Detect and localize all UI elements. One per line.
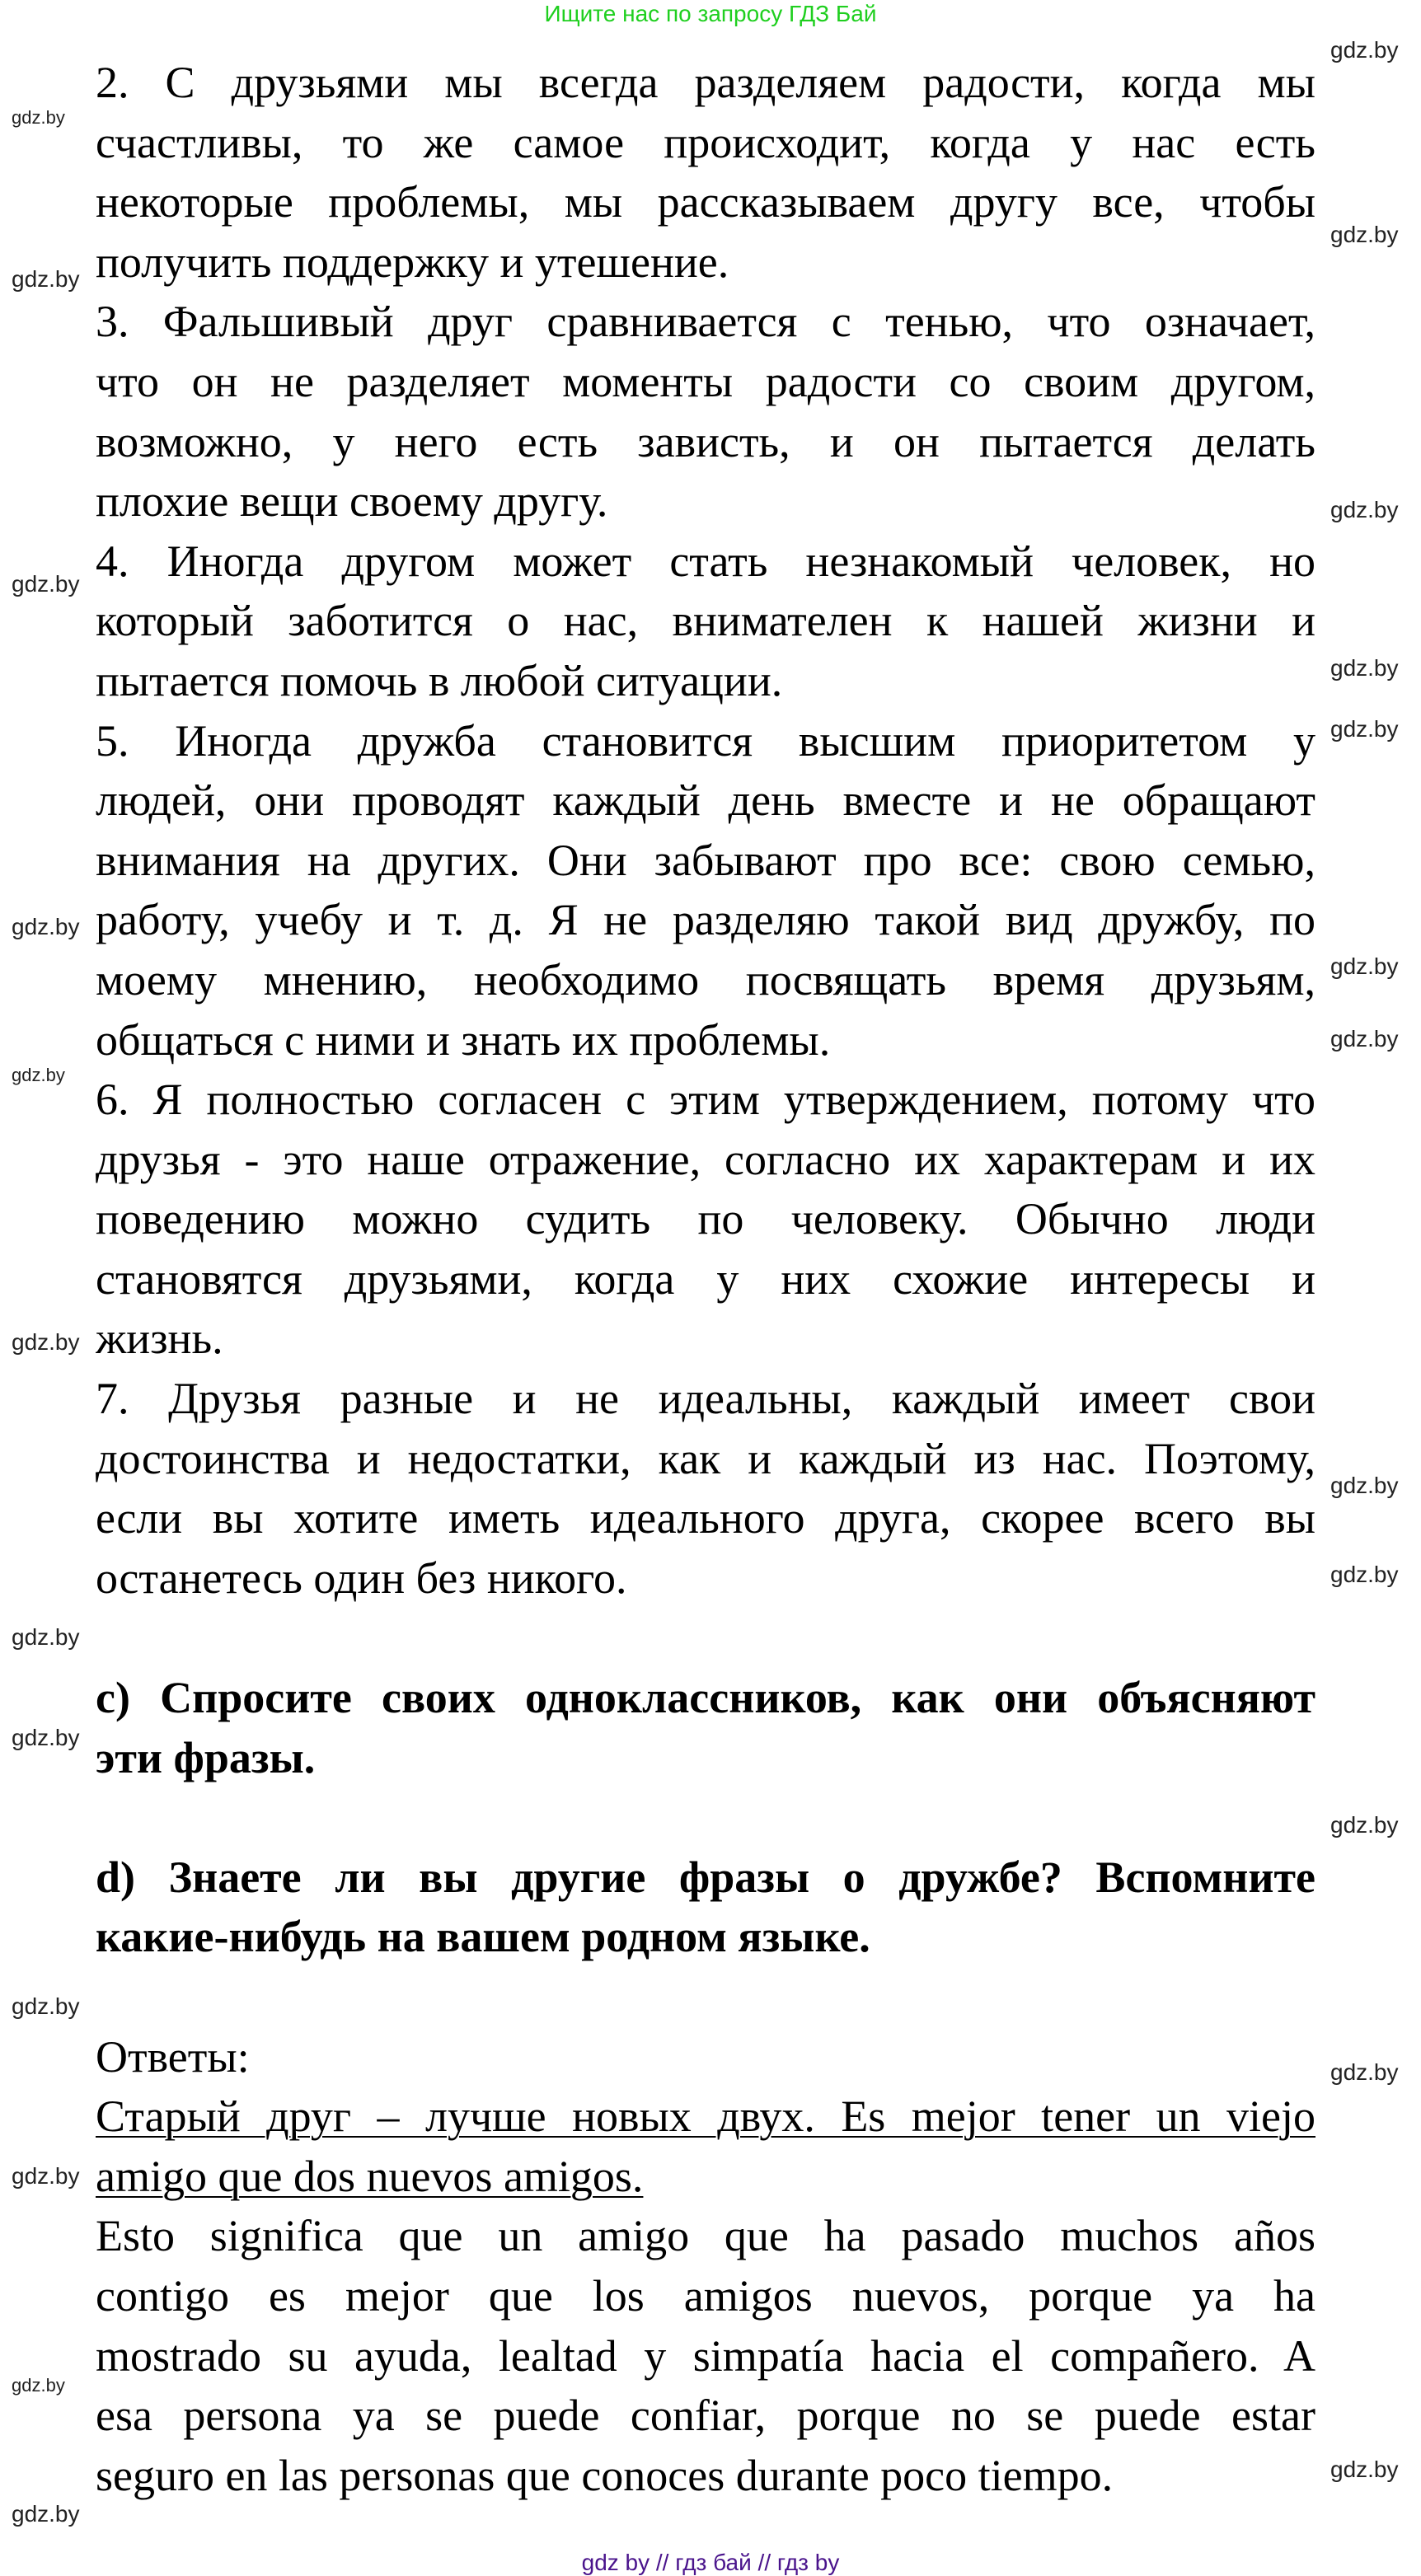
footer-links: gdz by // гдз бай // гдз by — [581, 2550, 840, 2575]
text-line: пытается помочь в любой ситуации. — [96, 655, 783, 705]
watermark: gdz.by — [12, 914, 80, 939]
watermark: gdz.by — [1330, 497, 1399, 522]
text-line: общаться с ними и знать их проблемы. — [96, 1014, 831, 1065]
task-heading-line: c) Спросите своих одноклассников, как они объясняют — [96, 1673, 1315, 1723]
watermark: gdz.by — [1330, 222, 1399, 247]
search-hint-banner: Ищите нас по запросу ГДЗ Бай — [544, 1, 877, 26]
text-line: seguro en las personas que conoces durante poco tiempo. — [96, 2450, 1114, 2500]
text-line: счастливы, то же самое происходит, когда у нас есть — [96, 117, 1315, 167]
watermark: gdz.by — [12, 1993, 80, 2019]
text-line: 2. С друзьями мы всегда разделяем радости, когда мы — [96, 58, 1315, 107]
blank-line — [96, 1787, 1315, 1848]
text-line: работу, учебу и т. д. Я не разделяю такой вид дружбу, по — [96, 895, 1315, 945]
watermark: gdz.by — [1330, 1026, 1399, 1051]
answer-text — [96, 53, 1315, 2505]
text-line: достоинства и недостатки, как и каждый из нас. Поэтому, — [96, 1433, 1315, 1483]
watermark: gdz.by — [1330, 655, 1399, 681]
text-line: людей, они проводят каждый день вместе и не обращают — [96, 775, 1315, 826]
text-line: contigo es mejor que los amigos nuevos, porque ya ha — [96, 2270, 1315, 2321]
text-line: получить поддержку и утешение. — [96, 237, 729, 287]
text-line: 5. Иногда дружба становится высшим приоритетом у — [96, 715, 1315, 766]
watermark: gdz.by — [12, 571, 80, 597]
watermark: gdz.by — [12, 107, 65, 128]
watermark: gdz.by — [12, 2375, 65, 2396]
underlined-proverb: amigo que dos nuevos amigos. — [96, 2151, 644, 2201]
watermark: gdz.by — [1330, 37, 1399, 63]
text-line: 7. Друзья разные и не идеальны, каждый имеет свои — [96, 1374, 1315, 1424]
task-heading-line: какие-нибудь на вашем родном языке. — [96, 1912, 870, 1962]
watermark: gdz.by — [12, 1329, 80, 1355]
text-line — [96, 2147, 1315, 2207]
text-line: поведению можно судить по человеку. Обычно люди — [96, 1194, 1315, 1244]
text-line: жизнь. — [96, 1314, 223, 1364]
watermark: gdz.by — [12, 1725, 80, 1750]
watermark: gdz.by — [12, 266, 80, 292]
underlined-proverb: Старый друг – лучше новых двух. Es mejor tener un viejo — [96, 2091, 1315, 2142]
task-heading-line: эти фразы. — [96, 1732, 316, 1782]
text-line: который заботится о нас, внимателен к нашей жизни и — [96, 596, 1315, 646]
watermark: gdz.by — [1330, 953, 1399, 979]
watermark: gdz.by — [1330, 2059, 1399, 2085]
watermark: gdz.by — [12, 1624, 80, 1650]
blank-line — [96, 1967, 1315, 2027]
watermark: gdz.by — [12, 2163, 80, 2189]
text-line: esa persona ya se puede confiar, porque no se puede estar — [96, 2391, 1315, 2441]
text-line: внимания на других. Они забывают про все: свою семью, — [96, 835, 1315, 885]
text-line: плохие вещи своему другу. — [96, 476, 608, 527]
watermark: gdz.by — [12, 1065, 65, 1085]
text-line: друзья - это наше отражение, согласно их характерам и их — [96, 1134, 1315, 1184]
text-line: некоторые проблемы, мы рассказываем другу все, чтобы — [96, 177, 1315, 227]
watermark: gdz.by — [1330, 716, 1399, 742]
watermark: gdz.by — [1330, 1812, 1399, 1838]
text-line: моему мнению, необходимо посвящать время друзьям, — [96, 954, 1315, 1005]
watermark: gdz.by — [12, 2501, 80, 2527]
watermark: gdz.by — [1330, 1562, 1399, 1587]
text-line: 4. Иногда другом может стать незнакомый человек, но — [96, 536, 1315, 586]
task-heading-line: d) Знаете ли вы другие фразы о дружбе? Вспомните — [96, 1852, 1315, 1902]
text-line: возможно, у него есть зависть, и он пытается делать — [96, 416, 1315, 466]
watermark: gdz.by — [1330, 2457, 1399, 2482]
text-line: становятся друзьями, когда у них схожие интересы и — [96, 1253, 1315, 1304]
text-line: 6. Я полностью согласен с этим утверждением, потому что — [96, 1075, 1315, 1125]
text-line: что он не разделяет моменты радости со своим другом, — [96, 356, 1315, 406]
text-line — [96, 2087, 1315, 2147]
text-line: 3. Фальшивый друг сравнивается с тенью, что означает, — [96, 297, 1315, 347]
text-line: останетесь один без никого. — [96, 1553, 627, 1603]
watermark: gdz.by — [1330, 1473, 1399, 1498]
text-line: mostrado su ayuda, lealtad y simpatía hacia el compañero. A — [96, 2330, 1315, 2381]
blank-line — [96, 1608, 1315, 1668]
text-line: Ответы: — [96, 2031, 250, 2082]
text-line: Esto significa que un amigo que ha pasado muchos años — [96, 2211, 1315, 2261]
text-line: если вы хотите иметь идеального друга, скорее всего вы — [96, 1493, 1315, 1543]
